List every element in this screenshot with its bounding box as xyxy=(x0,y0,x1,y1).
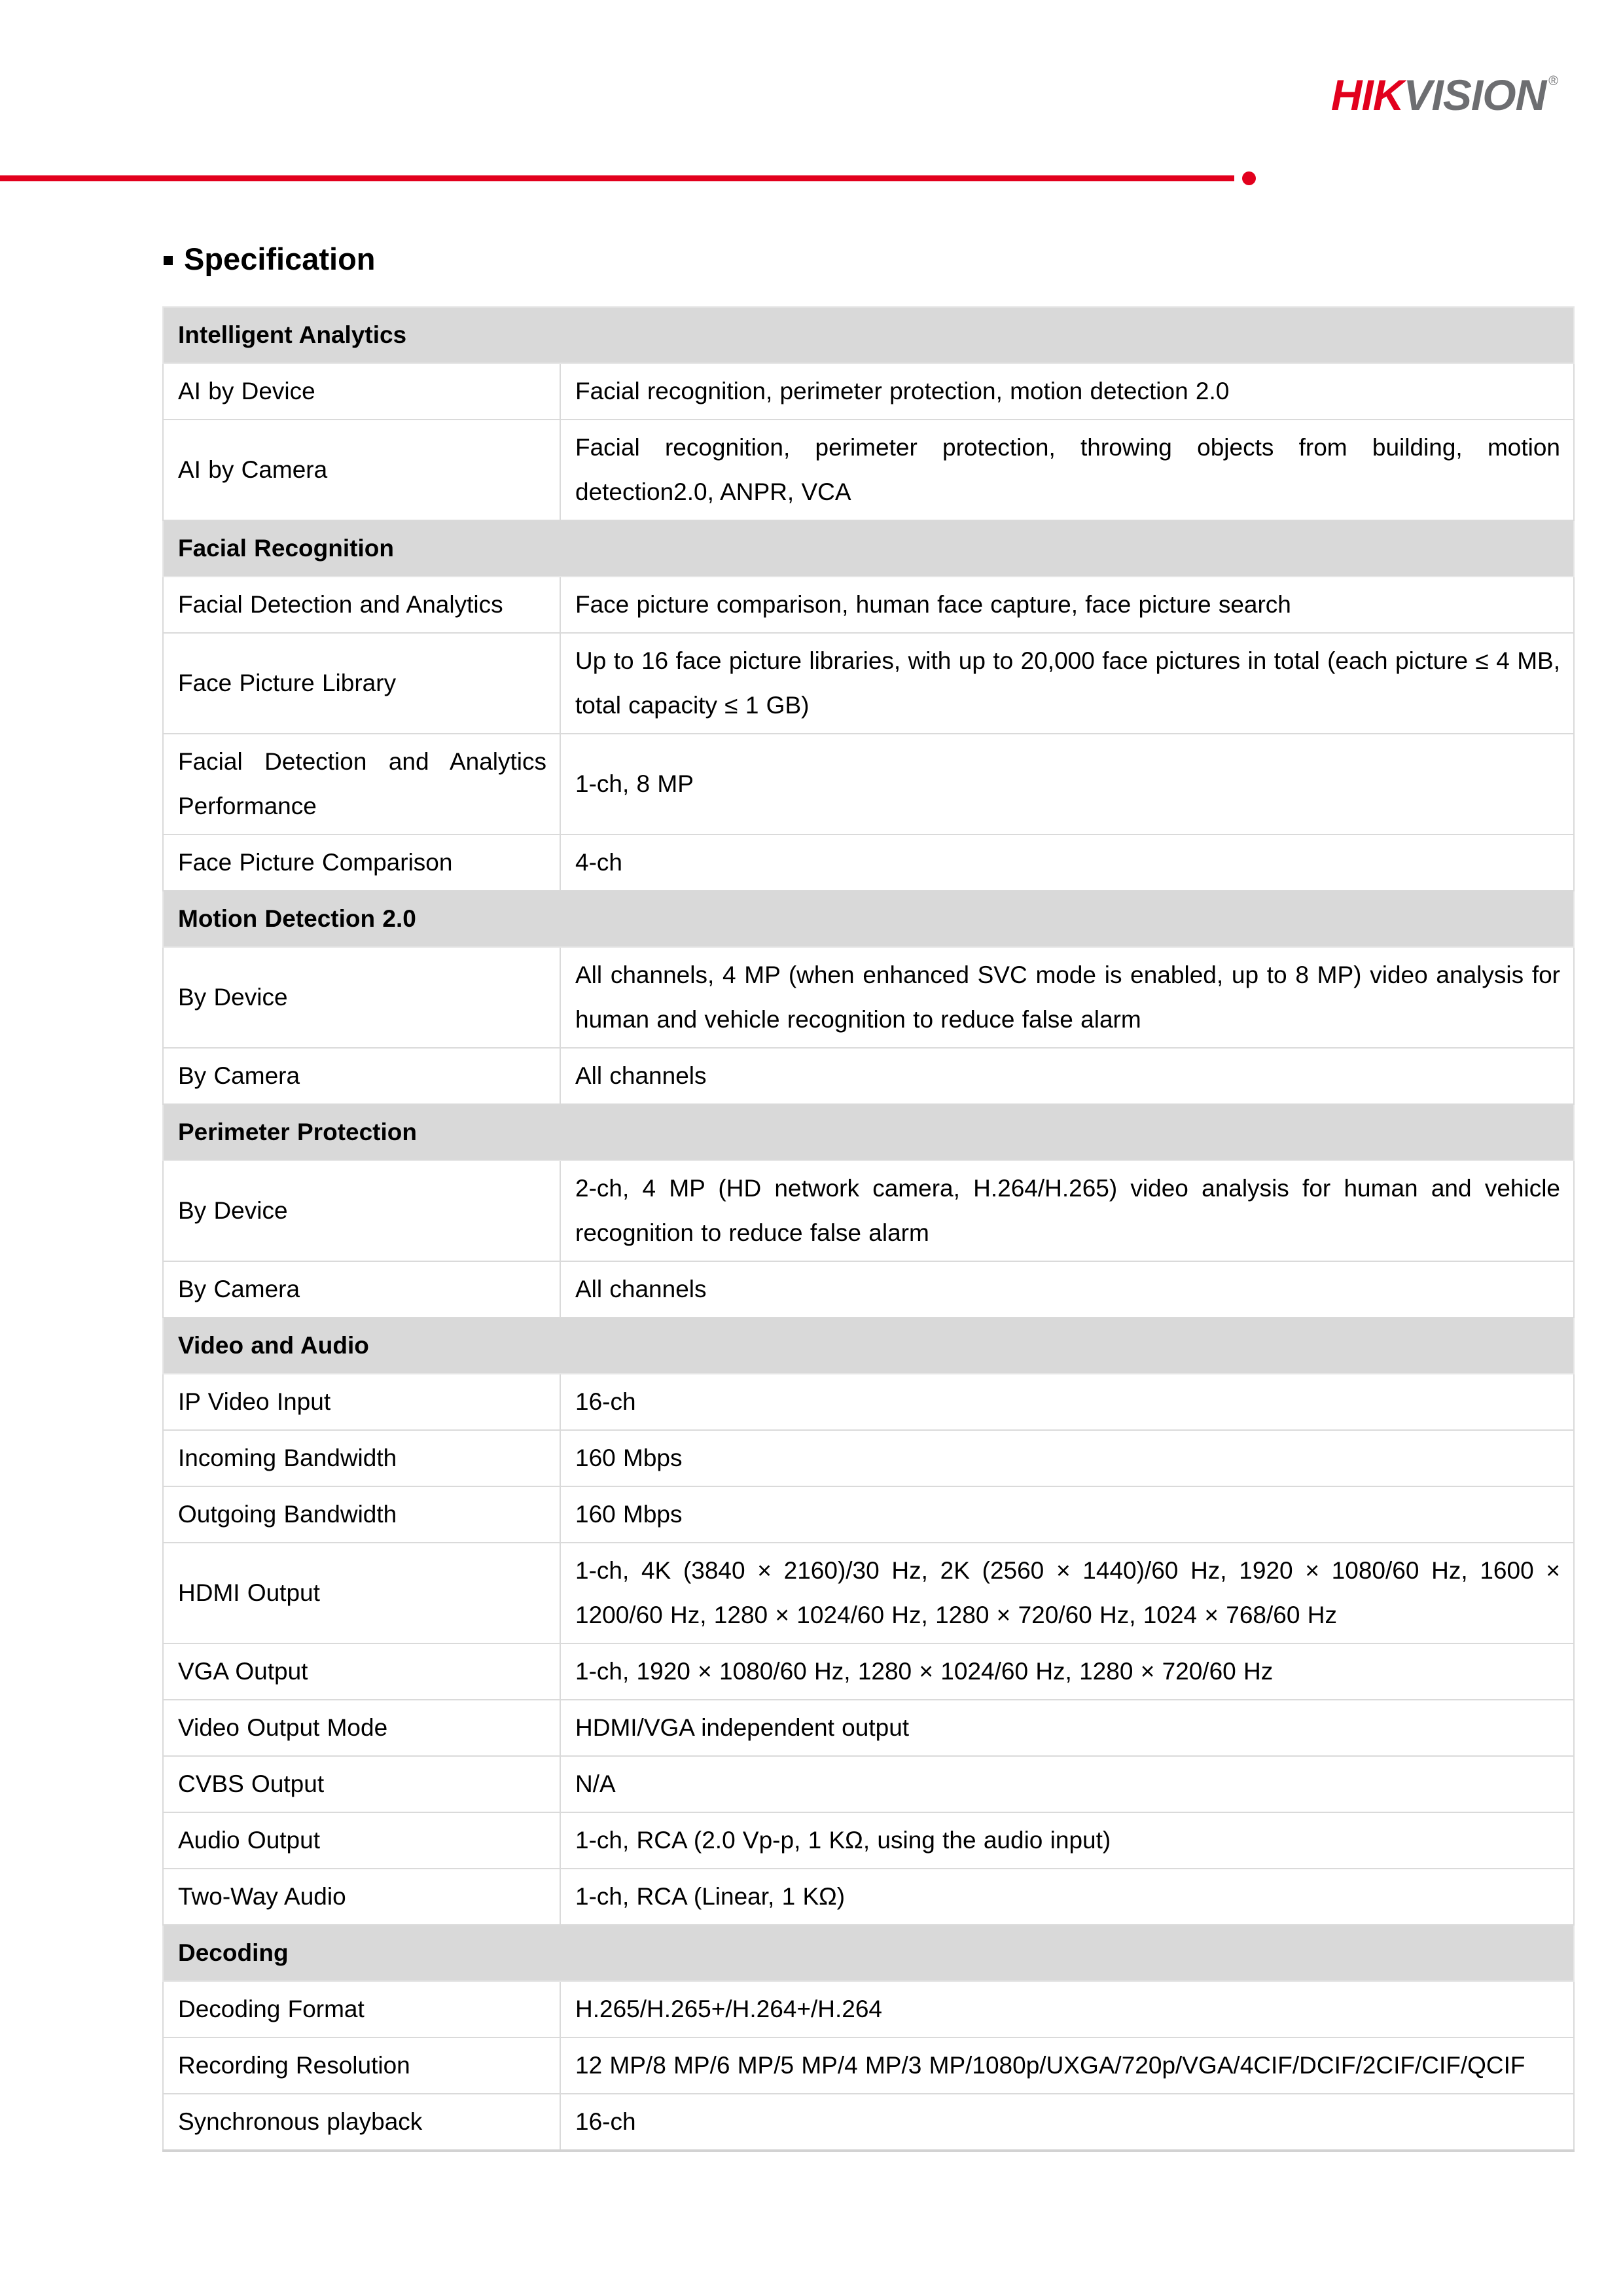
logo-hik-text: HIK xyxy=(1330,71,1404,119)
spec-row xyxy=(163,1543,1574,1643)
spec-value: N/A xyxy=(560,1756,1574,1812)
spec-value: 2-ch, 4 MP (HD network camera, H.264/H.265) video analysis for human and vehicle recognition to reduce false alarm xyxy=(560,1160,1574,1261)
spec-row xyxy=(163,947,1574,1048)
spec-label: AI by Device xyxy=(163,363,560,420)
section-header-row xyxy=(163,891,1574,947)
red-divider-dot-icon xyxy=(1242,171,1256,185)
spec-value: 1-ch, RCA (2.0 Vp-p, 1 KΩ, using the audio input) xyxy=(560,1812,1574,1869)
spec-label: Facial Detection and Analytics Performance xyxy=(163,734,560,834)
spec-row xyxy=(163,1048,1574,1104)
spec-label: Outgoing Bandwidth xyxy=(163,1486,560,1543)
square-bullet-icon xyxy=(164,256,173,265)
spec-value: All channels, 4 MP (when enhanced SVC mode is enabled, up to 8 MP) video analysis for human and vehicle recognition to reduce false alarm xyxy=(560,947,1574,1048)
section-header: Intelligent Analytics xyxy=(163,307,1574,363)
spec-row xyxy=(163,2094,1574,2151)
section-header: Decoding xyxy=(163,1925,1574,1981)
spec-value: 1-ch, 4K (3840 × 2160)/30 Hz, 2K (2560 × 1440)/60 Hz, 1920 × 1080/60 Hz, 1600 × 1200/60 Hz, 1280 × 1024/60 Hz, 1280 × 720/60 Hz, 1024 × 768/60 Hz xyxy=(560,1543,1574,1643)
spec-value: 160 Mbps xyxy=(560,1430,1574,1486)
section-header: Facial Recognition xyxy=(163,520,1574,577)
section-header-row xyxy=(163,1318,1574,1374)
spec-value: 4-ch xyxy=(560,834,1574,891)
spec-value: All channels xyxy=(560,1048,1574,1104)
spec-value: 1-ch, 1920 × 1080/60 Hz, 1280 × 1024/60 Hz, 1280 × 720/60 Hz xyxy=(560,1643,1574,1700)
spec-label: IP Video Input xyxy=(163,1374,560,1430)
section-header-row xyxy=(163,520,1574,577)
spec-row xyxy=(163,1643,1574,1700)
spec-label: AI by Camera xyxy=(163,420,560,520)
spec-value: Facial recognition, perimeter protection, throwing objects from building, motion detection2.0, ANPR, VCA xyxy=(560,420,1574,520)
page-title: Specification xyxy=(184,242,376,276)
spec-value: Face picture comparison, human face capture, face picture search xyxy=(560,577,1574,633)
spec-value: 16-ch xyxy=(560,2094,1574,2151)
spec-label: Incoming Bandwidth xyxy=(163,1430,560,1486)
spec-label: Video Output Mode xyxy=(163,1700,560,1756)
spec-value: HDMI/VGA independent output xyxy=(560,1700,1574,1756)
spec-label: Two-Way Audio xyxy=(163,1869,560,1925)
spec-value: 16-ch xyxy=(560,1374,1574,1430)
spec-label: Synchronous playback xyxy=(163,2094,560,2151)
spec-row xyxy=(163,1160,1574,1261)
section-header: Perimeter Protection xyxy=(163,1104,1574,1160)
spec-row xyxy=(163,1374,1574,1430)
spec-label: Audio Output xyxy=(163,1812,560,1869)
spec-value: H.265/H.265+/H.264+/H.264 xyxy=(560,1981,1574,2037)
spec-row xyxy=(163,1869,1574,1925)
red-divider-line xyxy=(0,175,1234,181)
spec-label: By Device xyxy=(163,947,560,1048)
spec-value: Up to 16 face picture libraries, with up to 20,000 face pictures in total (each picture ≤ 4 MB, total capacity ≤ 1 GB) xyxy=(560,633,1574,734)
hikvision-logo xyxy=(1331,73,1558,117)
section-header: Motion Detection 2.0 xyxy=(163,891,1574,947)
spec-row xyxy=(163,2037,1574,2094)
spec-row xyxy=(163,633,1574,734)
spec-value: 12 MP/8 MP/6 MP/5 MP/4 MP/3 MP/1080p/UXGA/720p/VGA/4CIF/DCIF/2CIF/CIF/QCIF xyxy=(560,2037,1574,2094)
spec-label: By Camera xyxy=(163,1048,560,1104)
spec-label: By Camera xyxy=(163,1261,560,1318)
spec-row xyxy=(163,1981,1574,2037)
spec-table-body xyxy=(163,307,1574,2151)
spec-value: 160 Mbps xyxy=(560,1486,1574,1543)
spec-value: 1-ch, RCA (Linear, 1 KΩ) xyxy=(560,1869,1574,1925)
spec-label: Face Picture Library xyxy=(163,633,560,734)
spec-row xyxy=(163,1700,1574,1756)
title-row xyxy=(164,241,376,277)
spec-label: Facial Detection and Analytics xyxy=(163,577,560,633)
section-header-row xyxy=(163,1104,1574,1160)
spec-label: CVBS Output xyxy=(163,1756,560,1812)
spec-label: By Device xyxy=(163,1160,560,1261)
spec-row xyxy=(163,1486,1574,1543)
section-header-row xyxy=(163,1925,1574,1981)
section-header-row xyxy=(163,307,1574,363)
spec-value: All channels xyxy=(560,1261,1574,1318)
registered-trademark-icon: ® xyxy=(1548,74,1558,88)
spec-row xyxy=(163,734,1574,834)
spec-row xyxy=(163,1261,1574,1318)
section-header: Video and Audio xyxy=(163,1318,1574,1374)
spec-label: HDMI Output xyxy=(163,1543,560,1643)
spec-row xyxy=(163,1812,1574,1869)
spec-label: Face Picture Comparison xyxy=(163,834,560,891)
spec-row xyxy=(163,1430,1574,1486)
logo-vision-text: VISION xyxy=(1403,71,1546,119)
spec-value: 1-ch, 8 MP xyxy=(560,734,1574,834)
spec-value: Facial recognition, perimeter protection, motion detection 2.0 xyxy=(560,363,1574,420)
spec-row xyxy=(163,363,1574,420)
spec-label: VGA Output xyxy=(163,1643,560,1700)
spec-row xyxy=(163,420,1574,520)
spec-row xyxy=(163,834,1574,891)
spec-table xyxy=(162,306,1575,2152)
spec-label: Decoding Format xyxy=(163,1981,560,2037)
spec-row xyxy=(163,1756,1574,1812)
spec-row xyxy=(163,577,1574,633)
spec-label: Recording Resolution xyxy=(163,2037,560,2094)
